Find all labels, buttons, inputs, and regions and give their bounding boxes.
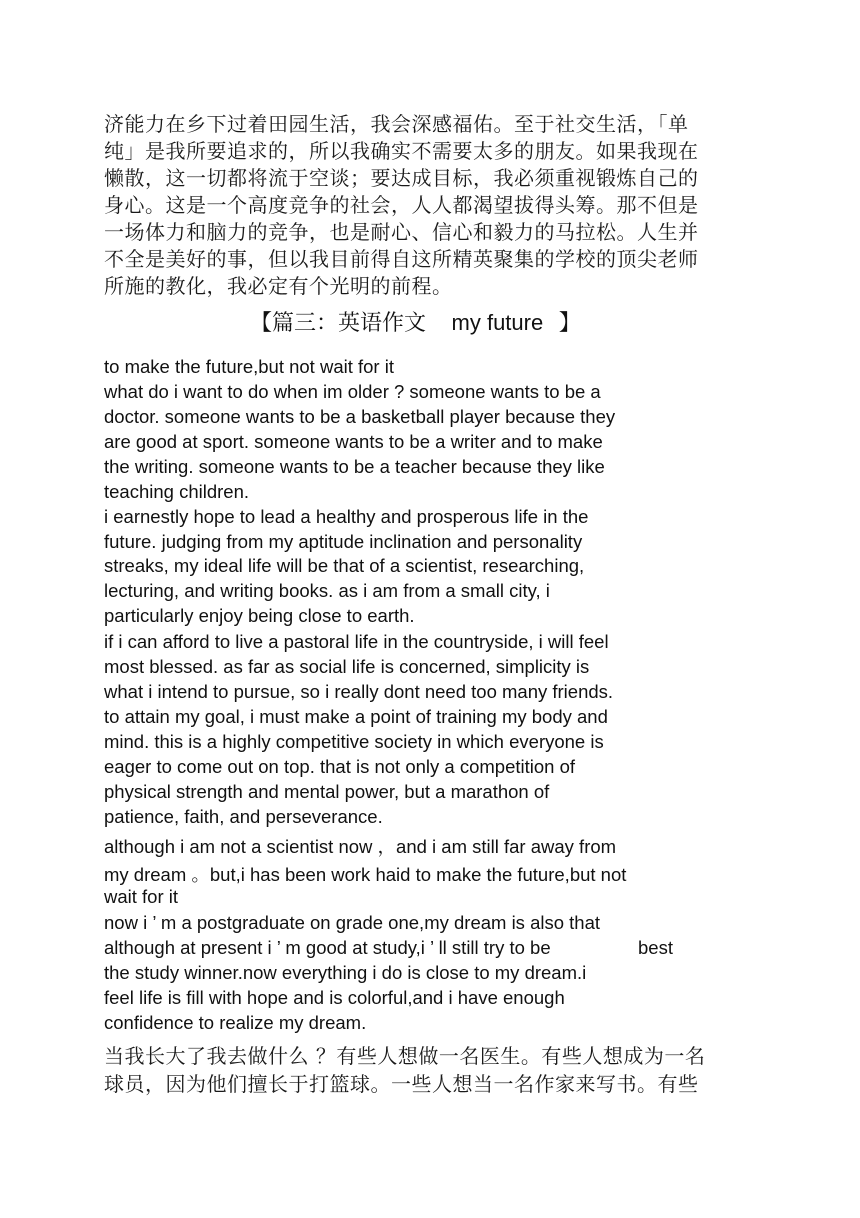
cn-paragraph-line: 纯」是我所要追求的，所以我确实不需要太多的朋友。如果我现在 [104,139,699,163]
en-paragraph-line: lecturing, and writing books. as i am from a small city, i [104,580,550,601]
section-title-en: my future [451,310,544,335]
cn-paragraph-line: 球员，因为他们擅长于打篮球。一些人想当一名作家来写书。有些 [104,1072,699,1096]
en-paragraph-line: to make the future,but not wait for it [104,356,394,377]
overlapping-word: best [638,937,673,958]
en-paragraph-line: future. judging from my aptitude inclination and personality [104,531,583,552]
en-paragraph-line: doctor. someone wants to be a basketball player because they [104,406,616,427]
en-paragraph-line: although i am not a scientist now ，and i am still far away from [104,836,617,857]
en-paragraph-line: i earnestly hope to lead a healthy and prosperous life in the [104,506,589,527]
cn-paragraph-line: 懒散，这一切都将流于空谈；要达成目标，我必须重视锻炼自己的 [104,166,699,190]
en-paragraph-line: physical strength and mental power, but a marathon of [104,781,550,802]
en-paragraph-line: the study winner.now everything i do is close to my dream.i [104,962,587,983]
en-paragraph-line: now i ’ m a postgraduate on grade one,my dream is also that [104,912,601,933]
en-paragraph-line: the writing. someone wants to be a teacher because they like [104,456,605,477]
cn-paragraph-line: 一场体力和脑力的竞争，也是耐心、信心和毅力的马拉松。人生并 [104,220,699,244]
en-paragraph-line: although at present i ’ m good at study,i ’ ll still try to be [104,937,551,958]
cn-paragraph-line: 不全是美好的事，但以我目前得自这所精英聚集的学校的顶尖老师 [104,247,699,271]
en-paragraph-line: what i intend to pursue, so i really dont need too many friends. [104,681,614,702]
en-paragraph-line: teaching children. [104,481,250,502]
cn-paragraph-line: 所施的教化，我必定有个光明的前程。 [104,274,453,298]
en-paragraph-line: most blessed. as far as social life is concerned, simplicity is [104,656,590,677]
en-paragraph-line: particularly enjoy being close to earth. [104,605,415,626]
en-paragraph-line: if i can afford to live a pastoral life in the countryside, i will feel [104,631,609,652]
section-title [250,306,581,337]
section-title-open: 【篇三：英语作文 [250,311,427,336]
en-paragraph-line: patience, faith, and perseverance. [104,806,383,827]
en-paragraph-line: confidence to realize my dream. [104,1012,367,1033]
cn-paragraph-line: 身心。这是一个高度竞争的社会，人人都渴望拔得头筹。那不但是 [104,193,699,217]
cn-paragraph-line: 当我长大了我去做什么 ？有些人想做一名医生。有些人想成为一名 [104,1044,706,1068]
en-paragraph-line: my dream 。but,i has been work haid to make the future,but not [104,864,627,885]
cn-paragraph-line: 济能力在乡下过着田园生活，我会深感福佑。至于社交生活，「单 [104,112,689,136]
en-paragraph-line: feel life is fill with hope and is colorful,and i have enough [104,987,565,1008]
en-paragraph-line: what do i want to do when im older ? someone wants to be a [104,381,601,402]
en-paragraph-line: mind. this is a highly competitive society in which everyone is [104,731,604,752]
section-title-close: 】 [558,311,581,336]
en-paragraph-line: eager to come out on top. that is not only a competition of [104,756,576,777]
en-paragraph-line: to attain my goal, i must make a point of training my body and [104,706,608,727]
en-paragraph-line: are good at sport. someone wants to be a writer and to make [104,431,603,452]
en-paragraph-line: wait for it [104,886,179,907]
en-paragraph-line: streaks, my ideal life will be that of a scientist, researching, [104,555,585,576]
